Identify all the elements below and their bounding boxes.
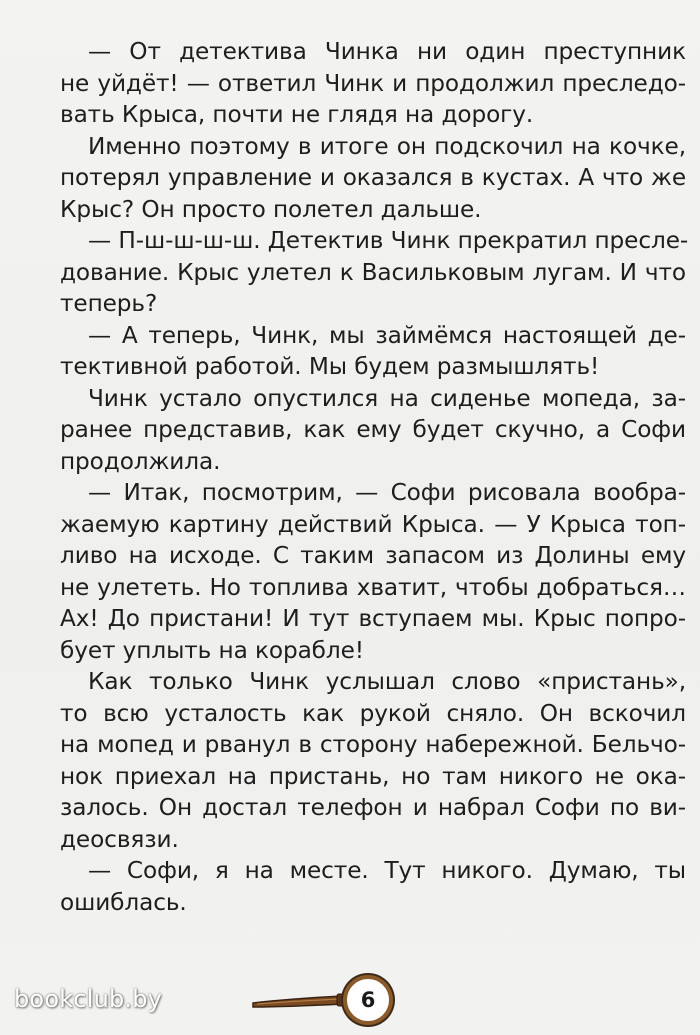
- text-line: Именно поэтому в итоге он подскочил на кочке,: [88, 132, 686, 160]
- text-line: Как только Чинк услышал слово «пристань»,: [88, 668, 686, 695]
- paragraph: [60, 477, 686, 666]
- paragraph: [60, 36, 686, 131]
- watermark: bookclub.by: [14, 985, 163, 1013]
- paragraph: [60, 320, 686, 383]
- text-line: ранее представив, как ему будет скучно, а Софи: [60, 416, 686, 443]
- page-number: 6: [343, 975, 393, 1025]
- text-line: нок приехал на пристань, но там никого не ока-: [60, 762, 686, 790]
- text-line: вать Крыса, почти не глядя на дорогу.: [60, 101, 534, 128]
- text-line: Крыс? Он просто полетел дальше.: [60, 195, 482, 223]
- text-line: не уйдёт! — ответил Чинк и продолжил преследо-: [60, 69, 686, 97]
- text-line: залось. Он достал телефон и набрал Софи по ви-: [60, 794, 686, 821]
- text-line: потерял управление и оказался в кустах. А что же: [60, 164, 686, 191]
- paragraph: [60, 855, 686, 918]
- text-line: тективной работой. Мы будем размышлять!: [60, 353, 600, 380]
- text-line: — От детектива Чинка ни один преступник: [88, 38, 686, 65]
- text-line: то всю усталость как рукой сняло. Он вскочил: [60, 699, 686, 727]
- text-line: ошиблась.: [60, 888, 187, 916]
- text-line: теперь?: [60, 290, 158, 317]
- paragraph: [60, 666, 686, 855]
- text-line: — Софи, я на месте. Тут никого. Думаю, ты: [88, 857, 686, 884]
- paragraph: [60, 131, 686, 226]
- text-line: — А теперь, Чинк, мы займёмся настоящей де-: [88, 321, 686, 349]
- text-line: — П-ш-ш-ш-ш. Детектив Чинк прекратил пресле-: [88, 227, 689, 254]
- text-line: жаемую картину действий Крыса. — У Крыса топ-: [60, 510, 686, 538]
- text-line: Ах! До пристани! И тут вступаем мы. Крыс попро-: [60, 605, 686, 632]
- text-line: деосвязи.: [60, 825, 179, 853]
- text-line: продолжила.: [60, 447, 221, 475]
- text-line: — Итак, посмотрим, — Софи рисовала вообра-: [88, 479, 686, 506]
- text-line: ливо на исходе. С таким запасом из Долины ему: [60, 542, 686, 569]
- story-text: [60, 36, 689, 918]
- text-line: не улететь. Но топлива хватит, чтобы добраться…: [60, 573, 686, 601]
- text-line: Чинк устало опустился на сиденье мопеда, за-: [88, 384, 686, 412]
- text-line: на мопед и рванул в сторону набережной. Бельчо-: [60, 731, 686, 758]
- text-line: дование. Крыс улетел к Васильковым лугам. И что: [60, 258, 686, 286]
- paragraph: [60, 225, 689, 320]
- text-line: бует уплыть на корабле!: [60, 636, 364, 664]
- paragraph: [60, 383, 686, 478]
